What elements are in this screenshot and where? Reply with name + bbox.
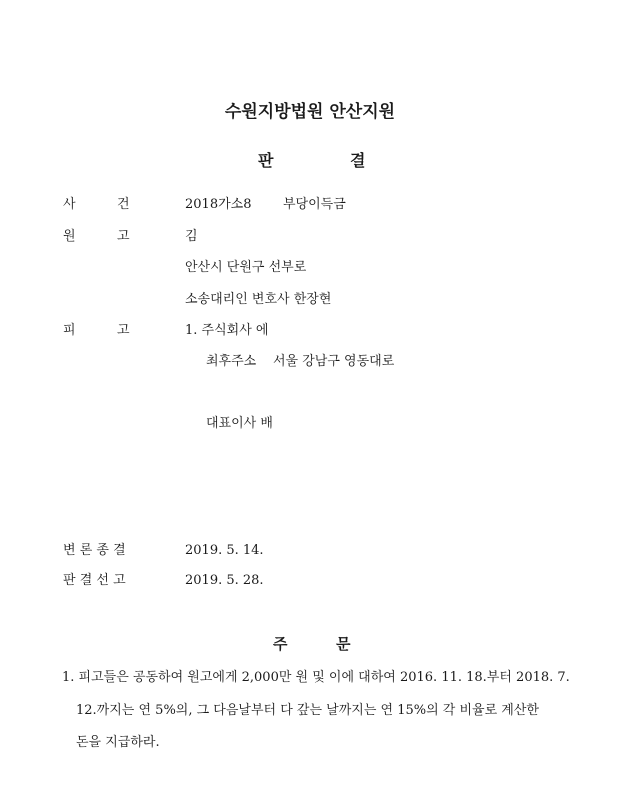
order-paragraph-line-3: 돈을 지급하라.	[76, 735, 160, 750]
case-label-1: 사	[63, 197, 76, 212]
title-char-1: 판	[258, 151, 274, 170]
case-name: 부당이득금	[283, 197, 346, 212]
defendant-line1: 1. 주식회사 에	[185, 323, 269, 338]
plaintiff-address: 안산시 단원구 선부로	[185, 260, 307, 275]
closing-date: 2019. 5. 14.	[185, 543, 264, 558]
order-paragraph-line-2: 12.까지는 연 5%의, 그 다음날부터 다 갚는 날까지는 연 15%의 각 비율로 계산한	[76, 703, 539, 718]
title-char-2: 결	[350, 151, 366, 170]
defendant-address: 서울 강남구 영동대로	[273, 354, 395, 369]
defendant-label-1: 피	[63, 323, 76, 338]
defendant-address-label: 최후주소	[206, 354, 257, 369]
plaintiff-label-2: 고	[117, 229, 130, 244]
ruling-date: 2019. 5. 28.	[185, 573, 264, 588]
order-title-char-1: 주	[273, 635, 288, 653]
court-name: 수원지방법원 안산지원	[224, 102, 396, 122]
plaintiff-label-1: 원	[63, 229, 76, 244]
closing-label: 변 론 종 결	[63, 543, 126, 558]
plaintiff-counsel: 소송대리인 변호사 한장현	[185, 292, 332, 307]
defendant-representative: 대표이사 배	[206, 416, 273, 431]
case-number: 2018가소8	[185, 197, 252, 212]
defendant-label-2: 고	[117, 323, 130, 338]
ruling-label: 판 결 선 고	[63, 573, 126, 588]
case-label-2: 건	[117, 197, 130, 212]
order-paragraph-line-1: 1. 피고들은 공동하여 원고에게 2,000만 원 및 이에 대하여 2016. 11. 18.부터 2018. 7.	[62, 670, 570, 685]
order-title-char-2: 문	[336, 635, 351, 653]
plaintiff-name: 김	[185, 229, 198, 244]
